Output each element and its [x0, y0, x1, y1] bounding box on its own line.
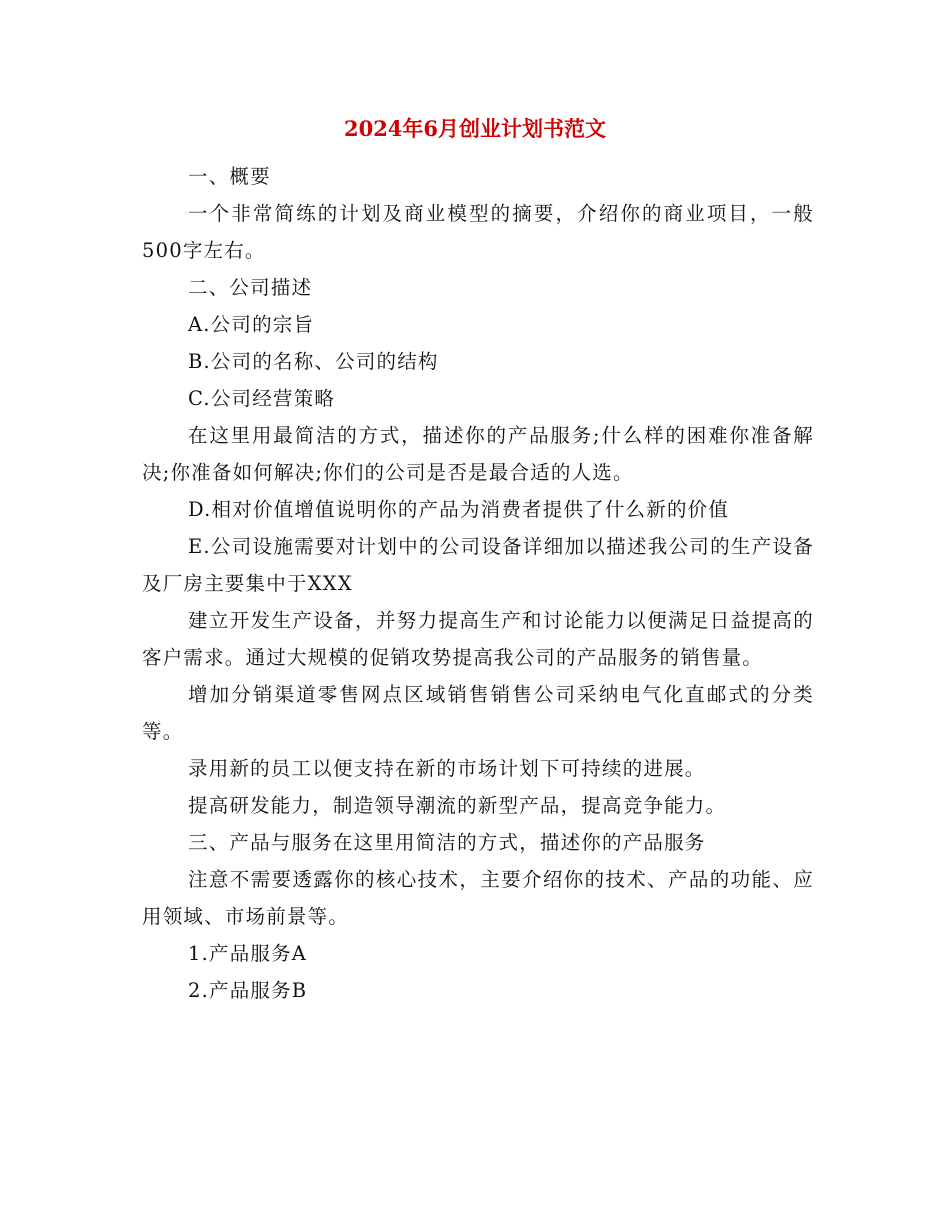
paragraph-distribution-channels: 增加分销渠道零售网点区域销售销售公司采纳电气化直邮式的分类等。	[142, 683, 814, 743]
item-company-strategy: C.公司经营策略	[188, 387, 336, 410]
paragraph-overview-text: 一个非常简练的计划及商业模型的摘要，介绍你的商业项目，一般500字左右。	[142, 202, 814, 262]
paragraph-strategy-text: 在这里用最简洁的方式，描述你的产品服务;什么样的困难你准备解决;你准备如何解决;你们的公司是否是最合适的人选。	[142, 424, 814, 484]
item-product-service-b: 2.产品服务B	[188, 979, 308, 1002]
heading-company-description: 二、公司描述	[188, 276, 313, 299]
paragraph-production-equipment: 建立开发生产设备，并努力提高生产和讨论能力以便满足日益提高的客户需求。通过大规模的促销攻势提高我公司的产品服务的销售量。	[142, 609, 814, 669]
document-title: 2024年6月创业计划书范文	[343, 116, 607, 141]
document-body	[142, 158, 814, 1009]
heading-products-services: 三、产品与服务在这里用简洁的方式，描述你的产品服务	[188, 831, 706, 854]
paragraph-research: 提高研发能力，制造领导潮流的新型产品，提高竞争能力。	[188, 794, 727, 817]
item-company-facilities: E.公司设施需要对计划中的公司设备详细加以描述我公司的生产设备及厂房主要集中于XXX	[142, 535, 814, 595]
paragraph-hiring: 录用新的员工以便支持在新的市场计划下可持续的进展。	[188, 757, 706, 780]
heading-overview: 一、概要	[188, 165, 271, 188]
paragraph-products-note: 注意不需要透露你的核心技术，主要介绍你的技术、产品的功能、应用领域、市场前景等。	[142, 868, 814, 928]
item-company-name-structure: B.公司的名称、公司的结构	[188, 350, 439, 373]
item-product-service-a: 1.产品服务A	[188, 942, 308, 965]
item-company-purpose: A.公司的宗旨	[188, 313, 315, 336]
item-relative-value: D.相对价值增值说明你的产品为消费者提供了什么新的价值	[188, 498, 730, 521]
